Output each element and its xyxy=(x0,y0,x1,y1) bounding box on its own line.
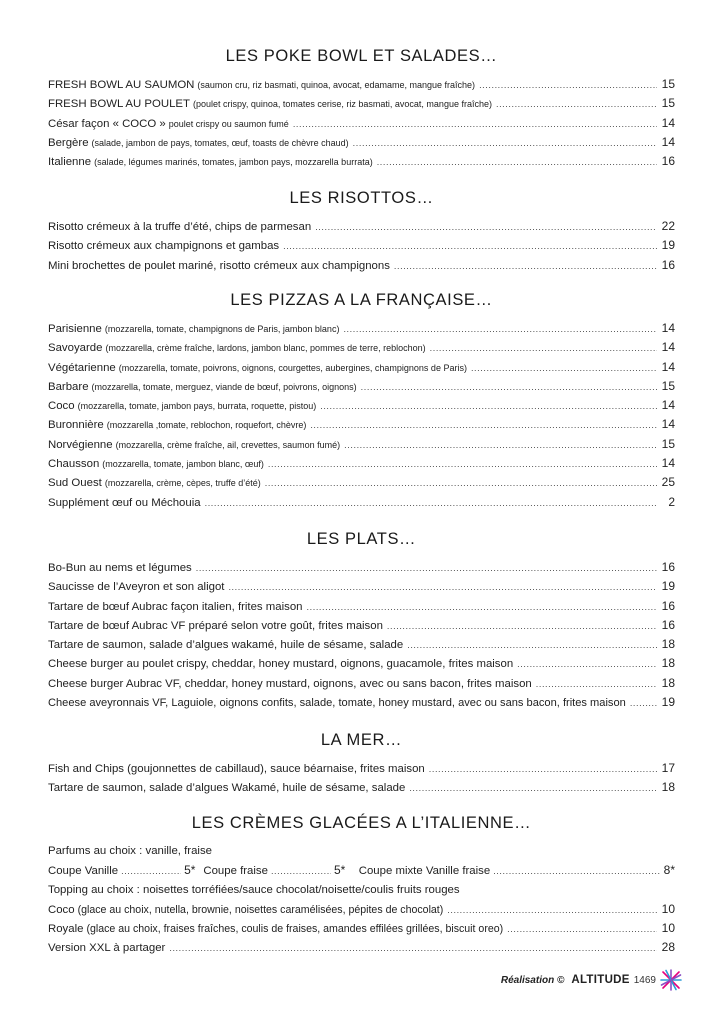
coupe-name: Coupe mixte Vanille fraise xyxy=(358,865,491,878)
item-name: Sud Ouest xyxy=(48,477,102,490)
item-desc: (mozzarella, crème fraîche, lardons, jambon blanc, pommes de terre, reblochon) xyxy=(105,343,426,354)
item-price: 14 xyxy=(661,417,675,432)
section-la-mer xyxy=(48,729,675,798)
menu-item xyxy=(48,558,675,577)
item-name: Fish and Chips (goujonnettes de cabillaud), sauce béarnaise, frites maison xyxy=(48,763,425,775)
item-price: 16 xyxy=(661,598,675,613)
item-price: 14 xyxy=(661,340,675,355)
section-poke-bowl xyxy=(48,45,675,171)
item-name: Risotto crémeux aux champignons et gambas xyxy=(48,240,280,253)
dot-leader xyxy=(361,378,657,396)
dot-leader xyxy=(507,920,657,938)
dot-leader xyxy=(320,397,657,415)
item-price: 17 xyxy=(661,761,675,775)
coupe-name: Coupe fraise xyxy=(203,865,268,878)
menu-item xyxy=(48,778,675,797)
item-price: 15 xyxy=(661,77,675,91)
dot-leader xyxy=(447,901,657,919)
item-price: 16 xyxy=(661,617,675,632)
menu-item xyxy=(48,693,675,712)
menu-item xyxy=(48,635,675,654)
item-price: 18 xyxy=(661,675,675,690)
footer-credit xyxy=(501,968,682,992)
menu-item xyxy=(48,114,675,133)
menu-item xyxy=(48,133,675,152)
menu-item xyxy=(48,654,675,673)
coupe-price: 5* xyxy=(333,863,346,878)
dot-leader xyxy=(271,862,331,881)
dot-leader xyxy=(310,416,657,434)
item-desc: (mozzarella, crème, cèpes, truffe d’été) xyxy=(104,478,261,489)
menu-item xyxy=(48,919,675,938)
item-price: 22 xyxy=(661,219,675,233)
item-name: Italienne xyxy=(48,156,92,169)
dot-leader xyxy=(343,320,657,338)
star-burst-icon xyxy=(660,969,682,991)
item-price: 15 xyxy=(661,436,675,451)
item-name: Tartare de saumon, salade d’algues wakamé, huile de sésame, salade xyxy=(48,639,404,652)
dot-leader xyxy=(479,76,657,94)
item-name: Cheese aveyronnais VF, Laguiole, oignons confits, salade, tomate, honey mustard, avec ou sans bacon, frites maison xyxy=(48,697,626,710)
section-title: LES PIZZAS A LA FRANÇAISE… xyxy=(230,291,493,309)
menu-item xyxy=(48,256,675,275)
coupe-vanille xyxy=(48,861,203,880)
item-price: 14 xyxy=(661,134,675,149)
item-price: 19 xyxy=(661,238,675,253)
item-name: Végétarienne xyxy=(48,361,116,374)
coupes-row xyxy=(48,861,675,880)
dot-leader xyxy=(293,115,657,133)
item-name: Supplément œuf ou Méchouia xyxy=(48,496,201,509)
menu-item xyxy=(48,377,675,396)
item-price: 15 xyxy=(661,96,675,111)
menu-item xyxy=(48,217,675,236)
dot-leader xyxy=(493,862,660,881)
dot-leader xyxy=(265,474,657,492)
item-desc: (glace au choix, fraises fraîches, coulis de fraises, amandes effilées grillées, biscuit oreo) xyxy=(86,923,504,936)
item-desc: (mozzarella, tomate, champignons de Paris, jambon blanc) xyxy=(104,324,340,334)
dot-leader xyxy=(407,636,657,654)
item-price: 19 xyxy=(661,695,675,710)
dot-leader xyxy=(387,617,657,635)
dot-leader xyxy=(283,237,657,255)
menu-item xyxy=(48,358,675,377)
section-risottos xyxy=(48,187,675,275)
dot-leader xyxy=(344,436,657,454)
item-desc: (mozzarella, tomate, poivrons, oignons, courgettes, aubergines, champignons de Paris) xyxy=(118,362,467,373)
menu-item xyxy=(48,900,675,919)
topping-line: Topping au choix : noisettes torréfiées/sauce chocolat/noisette/coulis fruits rouges xyxy=(48,883,460,896)
print-number: 1469 xyxy=(633,974,656,986)
item-price: 19 xyxy=(661,579,675,594)
menu-item xyxy=(48,577,675,596)
item-name: Cheese burger au poulet crispy, cheddar, honey mustard, oignons, guacamole, frites maison xyxy=(48,658,514,671)
menu-item xyxy=(48,674,675,693)
item-desc: (poulet crispy, quinoa, tomates cerise, riz basmati, avocat, mangue fraîche) xyxy=(193,99,492,110)
menu-item xyxy=(48,236,675,255)
item-price: 10 xyxy=(661,901,675,916)
dot-leader xyxy=(496,95,657,113)
menu-item xyxy=(48,616,675,635)
dot-leader xyxy=(536,675,657,693)
item-desc: (glace au choix, nutella, brownie, noisettes caramélisées, pépites de chocolat) xyxy=(77,903,444,916)
item-name: Norvégienne xyxy=(48,438,113,451)
item-price: 28 xyxy=(661,940,675,955)
dot-leader xyxy=(268,455,657,473)
realisation-label: Réalisation © xyxy=(500,974,565,986)
item-name: César façon « COCO » xyxy=(48,117,166,130)
menu-item xyxy=(48,338,675,357)
item-desc: (salade, légumes marinés, tomates, jambon pays, mozzarella burrata) xyxy=(94,157,373,168)
section-title: LES PLATS… xyxy=(306,530,417,548)
dot-leader xyxy=(517,655,657,673)
item-price: 14 xyxy=(661,359,675,374)
item-name: Parisienne xyxy=(48,323,102,335)
menu-item xyxy=(48,454,675,473)
item-price: 2 xyxy=(668,494,675,509)
menu-item xyxy=(48,75,675,94)
menu-item xyxy=(48,473,675,492)
item-price: 18 xyxy=(661,656,675,671)
menu-item xyxy=(48,319,675,338)
dot-leader xyxy=(205,494,657,512)
section-title: LES RISOTTOS… xyxy=(289,189,434,207)
section-title: LES CRÈMES GLACÉES A L’ITALIENNE… xyxy=(191,814,532,832)
item-price: 18 xyxy=(661,780,675,795)
item-name: Tartare de saumon, salade d’algues Wakamé, huile de sésame, salade xyxy=(48,782,406,795)
item-name: Coco xyxy=(48,903,75,916)
dot-leader xyxy=(169,939,657,957)
item-name: Barbare xyxy=(48,380,89,393)
item-name: Saucisse de l’Aveyron et son aligot xyxy=(48,581,225,594)
coupe-mixte xyxy=(359,861,675,880)
item-price: 14 xyxy=(661,115,675,130)
menu-item xyxy=(48,435,675,454)
menu-item xyxy=(48,938,675,957)
item-desc: (saumon cru, riz basmati, quinoa, avocat, edamame, mangue fraîche) xyxy=(197,80,476,90)
item-desc: (mozzarella, tomate, jambon blanc, œuf) xyxy=(102,459,264,470)
item-desc: (mozzarella, crème fraîche, ail, crevettes, saumon fumé) xyxy=(115,439,341,450)
item-name: Risotto crémeux à la truffe d’été, chips de parmesan xyxy=(48,221,312,233)
item-name: Coco xyxy=(48,400,75,413)
section-glaces xyxy=(48,812,675,958)
dot-leader xyxy=(429,760,657,778)
coupe-price: 5* xyxy=(184,863,196,878)
section-plats xyxy=(48,528,675,712)
dot-leader xyxy=(430,339,657,357)
section-title: LES POKE BOWL ET SALADES… xyxy=(225,47,498,65)
item-name: Buronnière xyxy=(48,419,104,432)
item-desc: (mozzarella, tomate, jambon pays, burrata, roquette, pistou) xyxy=(77,401,317,412)
item-price: 15 xyxy=(661,378,675,393)
menu-item xyxy=(48,415,675,434)
coupe-price: 8* xyxy=(663,863,675,878)
dot-leader xyxy=(121,862,181,881)
dot-leader xyxy=(377,153,657,171)
item-name: Tartare de bœuf Aubrac façon italien, frites maison xyxy=(48,600,303,613)
menu-item xyxy=(48,493,675,512)
item-name: FRESH BOWL AU SAUMON xyxy=(48,79,195,91)
item-name: Royale xyxy=(48,923,84,936)
section-title: LA MER… xyxy=(320,731,403,749)
item-price: 25 xyxy=(661,475,675,490)
dot-leader xyxy=(471,359,657,377)
coupe-name: Coupe Vanille xyxy=(48,865,119,878)
item-desc: (mozzarella ,tomate, reblochon, roquefort, chèvre) xyxy=(106,420,307,431)
dot-leader xyxy=(353,134,657,152)
dot-leader xyxy=(315,218,657,236)
parfums-line: Parfums au choix : vanille, fraise xyxy=(48,845,212,857)
item-price: 14 xyxy=(661,398,675,413)
item-desc: poulet crispy ou saumon fumé xyxy=(168,118,289,129)
section-pizzas xyxy=(48,289,675,512)
dot-leader xyxy=(307,598,657,616)
dot-leader xyxy=(409,779,657,797)
brand-name: ALTITUDE xyxy=(571,974,630,986)
menu-item xyxy=(48,597,675,616)
item-name: FRESH BOWL AU POULET xyxy=(48,98,190,111)
item-desc: (salade, jambon de pays, tomates, œuf, toasts de chèvre chaud) xyxy=(91,137,349,148)
item-name: Bo-Bun au nems et légumes xyxy=(48,562,192,574)
item-name: Version XXL à partager xyxy=(48,942,166,955)
item-price: 16 xyxy=(661,154,675,169)
item-name: Cheese burger Aubrac VF, cheddar, honey mustard, oignons, avec ou sans bacon, frites maison xyxy=(48,677,532,690)
item-desc: (mozzarella, tomate, merguez, viande de bœuf, poivrons, oignons) xyxy=(91,381,357,392)
item-name: Savoyarde xyxy=(48,342,103,355)
item-name: Bergère xyxy=(48,136,89,149)
dot-leader xyxy=(196,559,657,577)
item-price: 14 xyxy=(661,456,675,471)
item-price: 16 xyxy=(661,560,675,574)
item-name: Chausson xyxy=(48,458,100,471)
menu-item xyxy=(48,94,675,113)
dot-leader xyxy=(630,694,657,712)
dot-leader xyxy=(394,257,657,275)
coupe-fraise xyxy=(203,861,358,880)
item-name: Tartare de bœuf Aubrac VF préparé selon votre goût, frites maison xyxy=(48,619,383,632)
item-price: 16 xyxy=(661,257,675,272)
item-price: 10 xyxy=(661,921,675,936)
item-price: 14 xyxy=(661,321,675,335)
menu-item xyxy=(48,759,675,778)
item-price: 18 xyxy=(661,637,675,652)
dot-leader xyxy=(228,578,657,596)
menu-item xyxy=(48,396,675,415)
menu-item xyxy=(48,152,675,171)
item-name: Mini brochettes de poulet mariné, risotto crémeux aux champignons xyxy=(48,259,390,272)
